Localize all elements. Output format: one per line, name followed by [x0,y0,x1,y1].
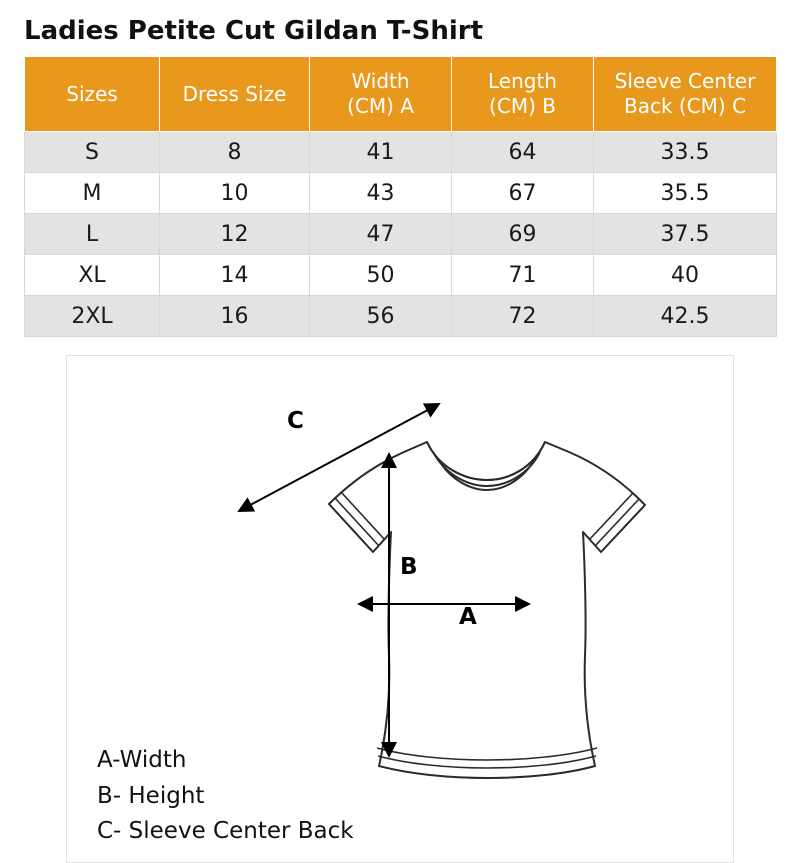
column-header-line: (CM) B [489,94,556,118]
table-header [25,57,777,132]
column-header-width [310,57,452,132]
cell-width: 47 [310,214,452,255]
cell-width: 56 [310,296,452,337]
diagram-legend [97,743,354,850]
column-header-line: (CM) A [347,94,414,118]
cell-dress-size: 8 [160,132,310,173]
cell-length: 67 [452,173,594,214]
column-header-line: Length [488,69,557,93]
legend-item-b: B- Height [97,782,205,809]
cell-length: 71 [452,255,594,296]
label-c: C [287,408,304,434]
cell-length: 72 [452,296,594,337]
legend-item-a: A-Width [97,747,187,774]
table-row [25,214,777,255]
cell-sleeve: 40 [594,255,777,296]
cell-sleeve: 42.5 [594,296,777,337]
column-header-length [452,57,594,132]
cell-dress-size: 10 [160,173,310,214]
cell-length: 64 [452,132,594,173]
cell-size: XL [25,255,160,296]
column-header-sleeve-center-back [594,57,777,132]
cell-size: M [25,173,160,214]
cell-sleeve: 33.5 [594,132,777,173]
page-title: Ladies Petite Cut Gildan T-Shirt [24,16,483,46]
cell-size: S [25,132,160,173]
size-chart-table [24,56,777,337]
table-row [25,255,777,296]
table-header-row [25,57,777,132]
column-header-line: Dress Size [182,81,287,106]
cell-length: 69 [452,214,594,255]
table-body [25,132,777,337]
cell-size: L [25,214,160,255]
column-header-line: Width [351,69,410,93]
cell-dress-size: 12 [160,214,310,255]
legend-item-c: C- Sleeve Center Back [97,818,354,845]
cell-sleeve: 35.5 [594,173,777,214]
table-row [25,296,777,337]
label-b: B [400,554,418,580]
column-header-line: Back (CM) C [623,94,747,118]
label-a: A [459,604,477,630]
column-header-line: Sleeve Center [614,69,756,93]
cell-sleeve: 37.5 [594,214,777,255]
cell-width: 50 [310,255,452,296]
cell-dress-size: 16 [160,296,310,337]
cell-width: 43 [310,173,452,214]
tshirt-measurement-diagram [66,355,734,863]
column-header-line: Sizes [66,81,118,106]
cell-dress-size: 14 [160,255,310,296]
cell-size: 2XL [25,296,160,337]
cell-width: 41 [310,132,452,173]
tshirt-outline [329,442,645,778]
table-row [25,173,777,214]
column-header-sizes [25,57,160,132]
table-row [25,132,777,173]
column-header-dress-size [160,57,310,132]
